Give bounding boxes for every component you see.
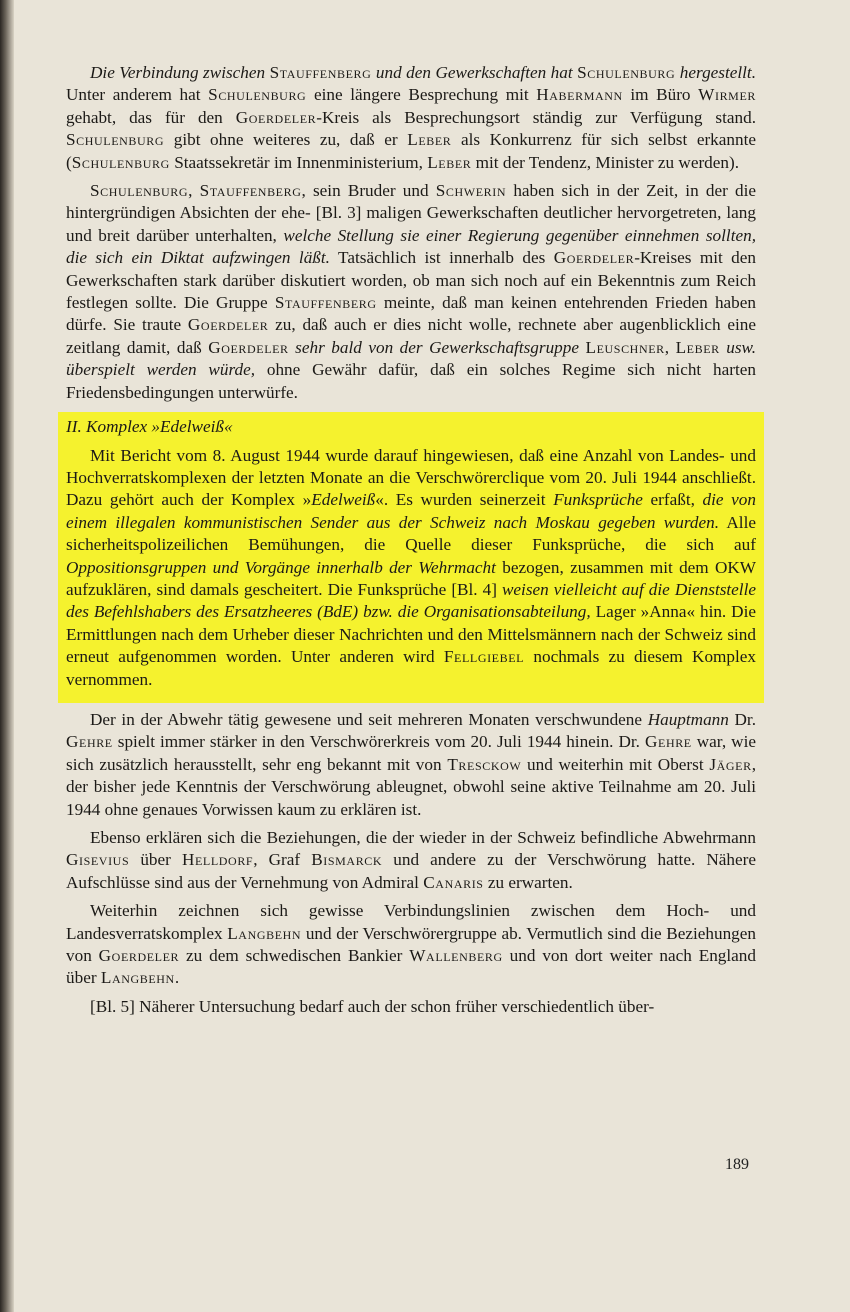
paragraph-4 [66, 709, 756, 821]
body-text: eine längere Besprechung mit [306, 85, 537, 105]
emphasis-text: Funksprüche [553, 490, 643, 510]
body-text: haben sich in der Zeit, in der die hintergründigen Absichten der ehe- [Bl. 3] maligen Gewerkschaften deutlicher hervorgetreten, lang und breit darüber unterhalten, [66, 181, 757, 245]
name-smallcaps: Wirmer [698, 85, 756, 105]
name-smallcaps: Habermann [536, 85, 623, 105]
body-text: und andere zu der Verschwörung hatte. Nähere Aufschlüsse sind aus der Vernehmung von Admiral [66, 850, 756, 892]
body-text: , sein Bruder und [301, 181, 436, 201]
paragraph-6 [66, 900, 756, 990]
emphasis-text: Edelweiß [311, 490, 376, 510]
page-number: 189 [725, 1156, 749, 1173]
name-smallcaps: Schulenburg [66, 130, 165, 150]
emphasis-text: hergestellt. [675, 63, 757, 82]
name-smallcaps: Gisevius [66, 850, 130, 870]
name-smallcaps: Stauffenberg [199, 181, 302, 201]
name-smallcaps: Schulenburg [577, 63, 676, 82]
paragraph-5 [66, 827, 756, 894]
name-smallcaps: Schulenburg [208, 85, 307, 105]
name-smallcaps: Gehre [66, 732, 113, 752]
body-text: spielt immer stärker in den Verschwörerkreis vom 20. Juli 1944 hinein. Dr. [112, 732, 645, 752]
body-text: Unter anderem hat [66, 85, 209, 105]
paragraph-2 [66, 180, 756, 404]
body-text: Dr. [728, 709, 757, 729]
body-text: «. Es wurden seinerzeit [375, 490, 554, 510]
body-text: über [129, 850, 182, 870]
body-text: gehabt, das für den [66, 107, 236, 127]
paragraph-1 [66, 62, 756, 174]
body-text: Weiterhin zeichnen sich gewisse Verbindungslinien zwischen dem Hoch- und Landesverratskomplex [66, 901, 756, 943]
name-smallcaps: Langbehn [100, 968, 175, 988]
body-text: , [188, 181, 200, 201]
name-smallcaps: Leber [427, 152, 472, 172]
body-text: Mit Bericht vom 8. August 1944 wurde darauf hingewiesen, daß eine Anzahl von Landes- und Hochverratskomplexen der letzten Monate an die Verschwörerclique vom 20. Juli 1944 anschließt. Dazu gehört auch der Komplex » [66, 445, 756, 510]
emphasis-text: welche Stellung sie einer Regierung gegenüber einnehmen sollten, die sich ein Diktat aufzwingen läßt. [66, 225, 756, 268]
name-smallcaps: Canaris [423, 872, 484, 892]
body-text: [Bl. 5] Näherer Untersuchung bedarf auch der schon früher verschiedentlich über- [90, 996, 655, 1016]
name-smallcaps: Leber [675, 337, 720, 357]
name-smallcaps: Leuschner [585, 337, 665, 357]
body-text: -Kreis als Besprechungsort ständig zur Verfügung stand. [316, 107, 756, 127]
body-text: zu dem schwedischen Bankier [179, 946, 410, 966]
body-text: . [174, 968, 180, 988]
body-text: Ebenso erklären sich die Beziehungen, die der wieder in der Schweiz befindliche Abwehrmann [90, 828, 756, 847]
emphasis-text: Hauptmann [647, 709, 729, 729]
emphasis-text: Die Verbindung zwischen [90, 63, 270, 82]
section-heading: II. Komplex »Edelweiß« [66, 417, 233, 437]
body-text: und weiterhin mit Oberst [521, 754, 710, 774]
emphasis-text: weisen vielleicht auf die Dienststelle des Befehlshabers des Ersatzheeres (BdE) bzw. die Organisationsabteilung, [66, 579, 756, 622]
body-text: und von dort weiter nach England über [66, 946, 756, 988]
highlighted-section [58, 412, 764, 703]
paragraph-7 [66, 996, 756, 1018]
body-text: erfaßt, [642, 490, 703, 510]
name-smallcaps: Schulenburg [90, 181, 189, 201]
scan-binding-edge [0, 0, 14, 1312]
body-text: , Graf [253, 850, 312, 870]
name-smallcaps: Langbehn [227, 923, 302, 943]
body-text: im Büro [622, 85, 699, 105]
body-text: Lager »Anna« hin. Die Ermittlungen nach dem Urheber dieser Nachrichten und den Mittelsmännern nach der Schweiz sind erneut aufgenommen worden. Unter anderen wird [66, 602, 756, 667]
body-text: zu erwarten. [483, 872, 573, 892]
name-smallcaps: Stauffenberg [274, 293, 377, 313]
emphasis-text: die von einem illegalen kommunistischen Sender aus der Schweiz nach Moskau gegeben wurden. [66, 490, 756, 532]
paragraph-3 [66, 445, 756, 691]
body-text: zu, daß auch er dies nicht wolle, rechnete aber augenblicklich eine zeitlang damit, daß [66, 315, 756, 357]
name-smallcaps: Bismarck [311, 850, 383, 870]
name-smallcaps: Goerdeler [235, 107, 317, 127]
body-text: -Kreises mit den Gewerkschaften stark darüber diskutiert worden, ob man sich noch auf ein Bekenntnis zum Reich festlegen sollte. Die Gruppe [66, 248, 756, 313]
emphasis-text: Oppositionsgruppen und Vorgänge innerhalb der Wehrmacht [66, 557, 496, 577]
name-smallcaps: Stauffenberg [269, 63, 372, 82]
name-smallcaps: Helldorf [181, 850, 254, 870]
name-smallcaps: Fellgiebel [443, 647, 525, 667]
name-smallcaps: Tresckow [447, 754, 522, 774]
body-text: als Konkurrenz für sich selbst erkannte ( [66, 130, 756, 172]
emphasis-text: sehr bald von der Gewerkschaftsgruppe [288, 337, 579, 357]
body-text: mit der Tendenz, Minister zu werden). [471, 152, 740, 172]
body-text: , [664, 337, 676, 357]
body-text: nochmals zu diesem Komplex vernommen. [66, 647, 756, 689]
body-text: meinte, daß man keinen entehrenden Frieden haben dürfe. Sie traute [66, 293, 757, 335]
name-smallcaps: Schwerin [435, 181, 507, 201]
book-page [66, 62, 756, 1024]
body-text: und der Verschwörergruppe ab. Vermutlich sind die Beziehungen von [66, 923, 756, 966]
body-text: bezogen, zusammen mit dem OKW aufzuklären, sind damals gescheitert. Die Funksprüche [Bl. 4] [66, 557, 756, 599]
body-text: gibt ohne weiteres zu, daß er [164, 130, 408, 150]
name-smallcaps: Gehre [645, 732, 692, 752]
body-text: Staatssekretär im Innenministerium, [169, 152, 428, 172]
name-smallcaps: Goerdeler [208, 337, 289, 357]
name-smallcaps: Goerdeler [553, 248, 635, 268]
name-smallcaps: Goerdeler [187, 315, 269, 335]
name-smallcaps: Schulenburg [71, 152, 170, 172]
emphasis-text: usw. überspielt werden würde, [66, 337, 757, 380]
body-text: ohne Gewähr dafür, daß ein solches Regime sich nicht harten Friedensbedingungen unterwürfe. [66, 360, 756, 402]
body-text: Der in der Abwehr tätig gewesene und seit mehreren Monaten verschwundene [90, 709, 648, 729]
body-text: war, wie sich zusätzlich herausstellt, sehr eng bekannt mit von [66, 732, 756, 774]
name-smallcaps: Goerdeler [98, 946, 180, 966]
emphasis-text: und den Gewerkschaften hat [371, 63, 578, 82]
name-smallcaps: Jäger [709, 754, 752, 774]
name-smallcaps: Wallenberg [409, 946, 503, 966]
body-text: , der bisher jede Kenntnis der Verschwörung ableugnet, obwohl seine aktive Teilnahme am 20. Juli 1944 ohne genaues Vorwissen kaum zu erklären ist. [66, 754, 756, 819]
body-text: Alle sicherheitspolizeilichen Bemühungen, die Quelle dieser Funksprüche, die sich auf [66, 512, 756, 555]
body-text: Tatsächlich ist innerhalb des [329, 248, 554, 268]
name-smallcaps: Leber [407, 130, 452, 150]
